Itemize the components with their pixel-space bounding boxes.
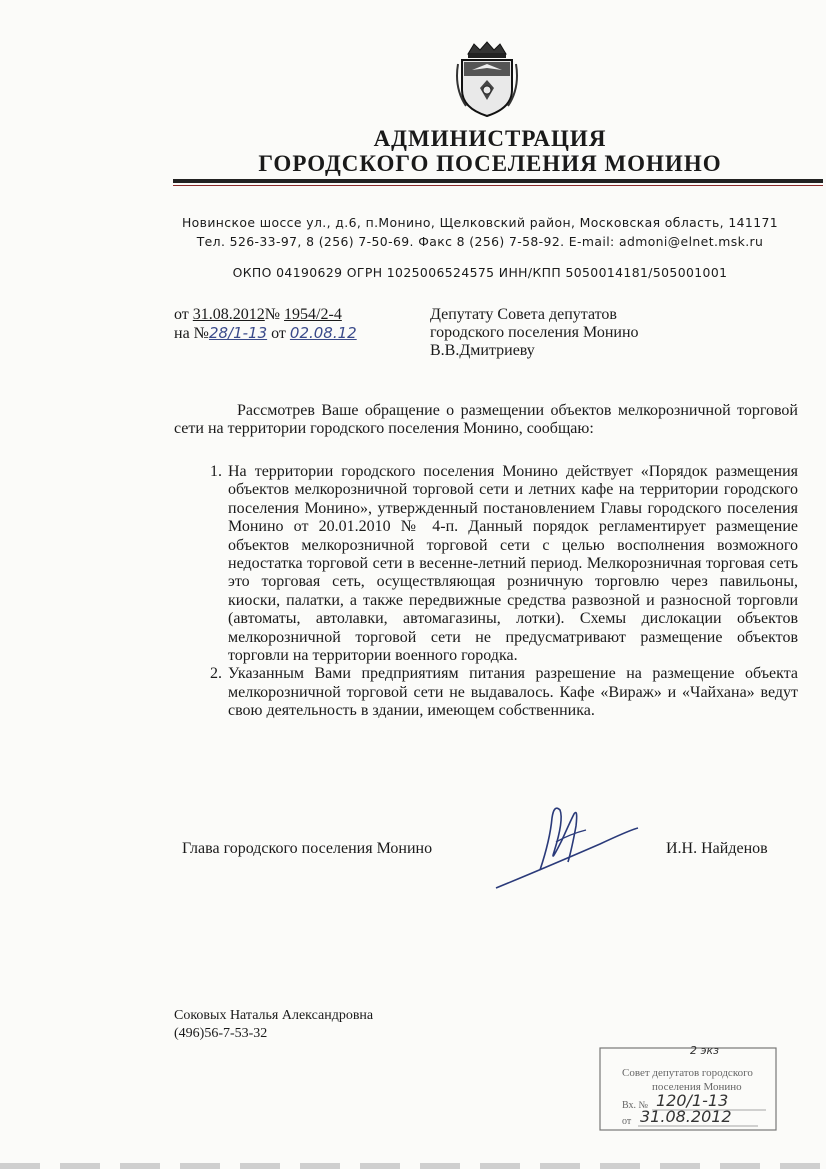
list-item: 1. На территории городского поселения Монино действует «Порядок размещения объектов мелкорозничной торговой сети и летних кафе на территории городского поселения Монино», утвержденный постановлением Главы городского поселения Монино от 20.01.2010 № 4-п. Данный порядок регламентирует размещение объектов мелкорозничной торговой сети с целью восполнения возможного недостатка торговой сети в весенне-летний период. Мелкорозничная торговая сеть это торговая сеть, осуществляющая розничную торговлю через павильоны, киоски, палатки, а также передвижные средства развозной и разносной торговли (автоматы, автолавки, автомагазины, лотки). Схемы дислокации объектов мелкорозничной торговой сети не предусматривают размещение объектов торговли на территории военного городка. xyxy=(226,463,798,665)
addressee-line3: В.В.Дмитриеву xyxy=(430,342,535,359)
executor-name: Соковых Наталья Александровна xyxy=(174,1008,374,1023)
incoming-registration-stamp xyxy=(598,1040,778,1132)
signatory-title: Глава городского поселения Монино xyxy=(182,840,433,857)
letter-items xyxy=(174,463,798,721)
reply-date: 02.08.12 xyxy=(289,324,357,342)
stamp-line1: Совет депутатов городского xyxy=(622,1067,753,1079)
coat-of-arms-icon xyxy=(454,40,520,118)
list-item: 2. Указанным Вами предприятиям питания разрешение на размещение объекта мелкорозничной торговой сети не выдавалось. Кафе «Вираж» и «Чайхана» ведут свою деятельность в здании, имеющем собственника. xyxy=(226,665,798,720)
stamp-date: 31.08.2012 xyxy=(640,1107,732,1126)
letter-number: 1954/2-4 xyxy=(284,306,342,323)
reply-number: 28/1-13 xyxy=(208,324,268,342)
from-prefix: от xyxy=(174,306,189,323)
stamp-count: 2 экз xyxy=(690,1044,720,1057)
letter-date: 31.08.2012 xyxy=(192,306,265,323)
stamp-number-prefix: Вх. № xyxy=(622,1100,649,1111)
stamp-number: 120/1-13 xyxy=(656,1091,729,1110)
signatory-name: И.Н. Найденов xyxy=(666,840,768,857)
org-codes: ОКПО 04190629 ОГРН 1025006524575 ИНН/КПП 5050014181/505001001 xyxy=(232,265,728,280)
header-rule-thick xyxy=(173,179,823,183)
executor-phone: (496)56-7-53-32 xyxy=(174,1026,268,1041)
reply-prefix: на № xyxy=(174,325,209,342)
stamp-date-prefix: от xyxy=(622,1116,632,1127)
scan-edge xyxy=(0,1163,826,1169)
org-title-line1: АДМИНИСТРАЦИЯ xyxy=(373,126,607,151)
stamp-line2: поселения Монино xyxy=(652,1081,742,1093)
addressee-line1: Депутату Совета депутатов xyxy=(430,306,617,323)
reply-reference xyxy=(174,324,357,343)
reply-date-prefix: от xyxy=(271,325,286,342)
handwritten-signature xyxy=(490,800,640,896)
letter-intro: Рассмотрев Ваше обращение о размещении объектов мелкорозничной торговой сети на территории городского поселения Монино, сообщаю: xyxy=(174,402,798,438)
header-rule-thin xyxy=(173,185,823,186)
org-title-line2: ГОРОДСКОГО ПОСЕЛЕНИЯ МОНИНО xyxy=(258,151,722,176)
addressee-line2: городского поселения Монино xyxy=(430,324,639,341)
number-prefix: № xyxy=(264,306,281,323)
org-address: Новинское шоссе ул., д.6, п.Монино, Щелковский район, Московская область, 141171 xyxy=(181,215,779,230)
outgoing-reference xyxy=(174,306,342,324)
org-phones: Тел. 526-33-97, 8 (256) 7-50-69. Факс 8 (256) 7-58-92. E-mail: admoni@elnet.msk.ru xyxy=(196,234,764,249)
